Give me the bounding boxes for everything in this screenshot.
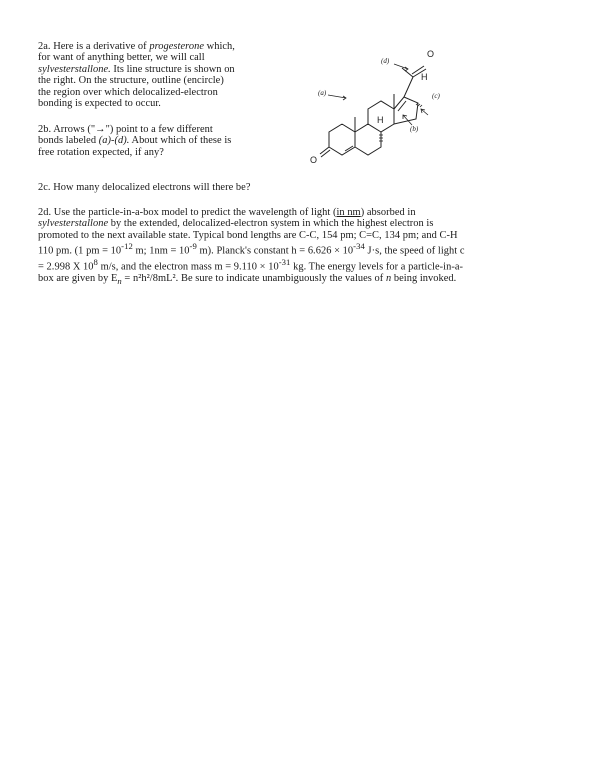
q2b-line-1: 2b. Arrows ("→") point to a few different: [38, 124, 213, 135]
steroid-structure-diagram: [300, 35, 460, 175]
steroid-skeleton-bonds: [320, 66, 426, 157]
q2a-line-6: bonding is expected to occur.: [38, 98, 161, 110]
question-2d: [38, 207, 568, 287]
label-d: (d): [381, 57, 390, 65]
q2d-line-2: sylvesterstallone by the extended, delocalized-electron system in which the highest electron is: [38, 218, 434, 230]
q2a-line-4: the right. On the structure, outline (encircle): [38, 75, 224, 87]
q2d-line-5: = 2.998 X $10^8$ m/s, and the electron mass $m = 9.110 \times 10^{-31}$ kg. The energy levels for a particle-in-a-: [38, 257, 463, 273]
q2a-line-2: for want of anything better, we will call: [38, 52, 205, 64]
atom-hydrogen-c9: H: [377, 115, 384, 125]
question-2b: [38, 124, 288, 158]
progesterone-term: progesterone: [149, 41, 204, 52]
question-2a: [38, 41, 288, 109]
label-c: (c): [432, 92, 440, 100]
q2d-line-3: promoted to the next available state. Typical bond lengths are C-C, 154 pm; C=C, 134 pm; and C-H: [38, 229, 458, 241]
hashed-bond-c17-h: [416, 103, 422, 107]
q2d-line-4: 110 pm. (1 pm = $10^{-12}$ m; $1nm = 10^{-9}$ m). Planck's constant $h = 6.626 \times 10^{-34}$ J·s, the speed of light c: [38, 241, 465, 257]
q2a-line-5: the region over which delocalized-electron: [38, 86, 218, 98]
q2a-line-3: sylvesterstallone. Its line structure is shown on: [38, 63, 235, 75]
q2b-line-2: bonds labeled (a)-(d). About which of these is: [38, 135, 232, 147]
q2d-line-1: 2d. Use the particle-in-a-box model to predict the wavelength of light (in nm) absorbed in: [38, 207, 416, 218]
q2d-line-6: box are given by $E_n = n^2h^2/8mL^2$. Be sure to indicate unambiguously the values of n being invoked.: [38, 272, 457, 287]
label-a: (a): [318, 89, 327, 97]
q2b-line-3: free rotation expected, if any?: [38, 146, 164, 158]
atom-oxygen-ketone: O: [310, 155, 318, 165]
q2c-line-1: 2c. How many delocalized electrons will there be?: [38, 182, 251, 193]
question-2c: [38, 182, 458, 193]
sylvesterstallone-term: sylvesterstallone.: [38, 63, 111, 75]
atom-hydrogen-c17: H: [421, 72, 428, 82]
label-b: (b): [410, 125, 419, 133]
atom-oxygen-acetyl: O: [427, 49, 435, 59]
q2a-line-1: 2a. Here is a derivative of progesterone which,: [38, 41, 235, 52]
